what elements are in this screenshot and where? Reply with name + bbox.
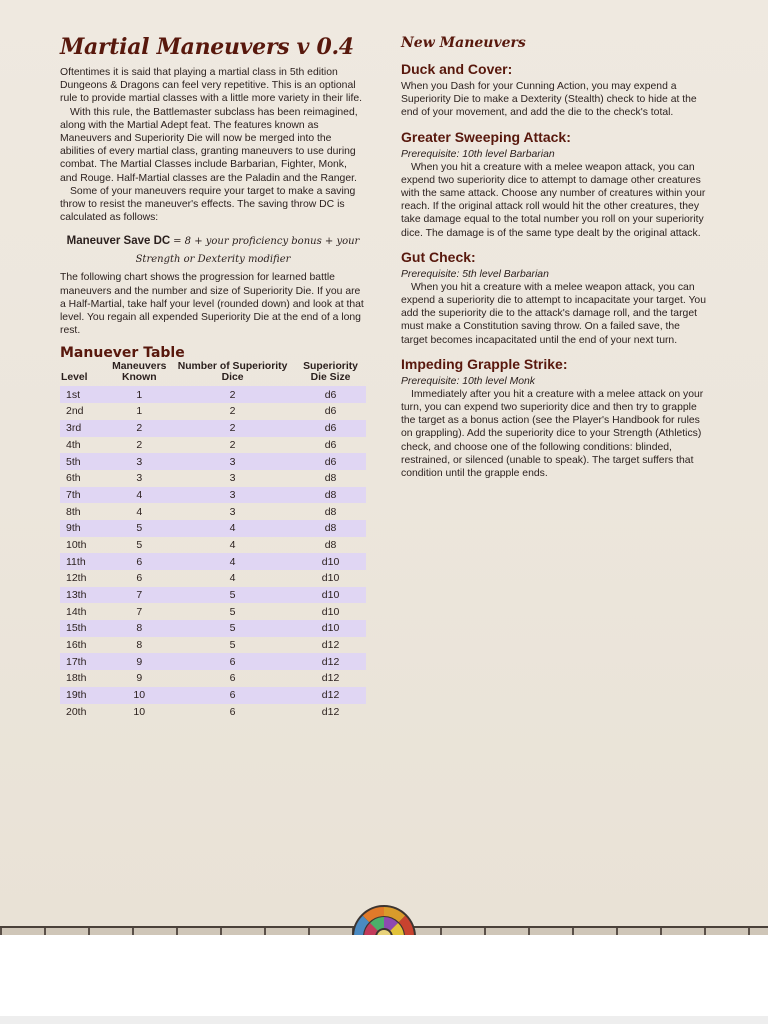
- table-row: [60, 603, 366, 620]
- cell-number-of-dice: 3: [229, 505, 236, 518]
- table-row: [60, 704, 366, 721]
- header-number-of-dice: Number of Superiority Dice: [177, 361, 288, 384]
- maneuver-name: Impeding Grapple Strike:: [401, 355, 568, 372]
- cell-maneuvers-known: 1: [136, 405, 143, 418]
- cell-maneuvers-known: 3: [109, 453, 170, 470]
- cell-maneuvers-known: 6: [109, 553, 170, 570]
- table-title: Manuever Table: [60, 345, 185, 362]
- maneuver-entry: [401, 61, 709, 120]
- table-row: [60, 570, 366, 587]
- cell-die-size: d6: [295, 386, 366, 403]
- cell-number-of-dice: 6: [229, 672, 236, 685]
- table-header-row: [60, 361, 366, 386]
- cell-level: 7th: [60, 487, 109, 504]
- document-title: Martial Maneuvers v 0.4: [60, 34, 354, 60]
- table-row: [60, 453, 366, 470]
- cell-maneuvers-known: 4: [136, 505, 143, 518]
- table-row: [60, 670, 366, 687]
- cell-number-of-dice: 5: [170, 587, 295, 604]
- maneuver-name: Gut Check:: [401, 248, 476, 265]
- maneuver-list: [401, 61, 709, 480]
- cell-level: 8th: [66, 505, 81, 518]
- table-row: [60, 587, 366, 604]
- save-dc-formula-text: = 8 + your proficiency bonus + your Strength or Dexterity modifier: [135, 236, 360, 266]
- maneuver-description: Immediately after you hit a creature with a melee attack on your turn, you can expend two superiority dice and then try to grapple the target as a bonus action (see the Player's Handbook for rules on grappling). Add the superiority dice to your Strength (Athletics) check, and choose one of the following conditions: blinded, restrained, or silenced (unable to speak). The target suffers that condition until the grapple ends.: [401, 388, 704, 480]
- cell-die-size: d10: [321, 572, 340, 585]
- cell-die-size: d8: [295, 520, 366, 537]
- cell-number-of-dice: 3: [170, 453, 295, 470]
- maneuver-table: [60, 361, 366, 720]
- table-row: [60, 687, 366, 704]
- maneuver-entry: [401, 129, 709, 240]
- cell-die-size: d12: [321, 639, 340, 652]
- cell-number-of-dice: 2: [229, 405, 236, 418]
- new-maneuvers-heading: New Maneuvers: [401, 35, 526, 51]
- cell-level: 19th: [60, 687, 109, 704]
- table-row: [60, 637, 366, 654]
- cell-die-size: d10: [295, 620, 366, 637]
- cell-number-of-dice: 2: [170, 420, 295, 437]
- cell-level: 16th: [66, 639, 87, 652]
- cell-level: 1st: [60, 386, 109, 403]
- cell-number-of-dice: 3: [229, 472, 236, 485]
- maneuver-name: Greater Sweeping Attack:: [401, 128, 571, 145]
- cell-die-size: d6: [324, 405, 337, 418]
- cell-level: 4th: [66, 438, 81, 451]
- cell-number-of-dice: 6: [229, 705, 236, 718]
- cell-level: 18th: [66, 672, 87, 685]
- right-column: [401, 34, 709, 489]
- table-row: [60, 520, 366, 537]
- cell-maneuvers-known: 10: [133, 705, 146, 718]
- table-row: [60, 420, 366, 437]
- header-level: Level: [61, 372, 88, 384]
- cell-maneuvers-known: 5: [136, 538, 143, 551]
- table-row: [60, 487, 366, 504]
- cell-number-of-dice: 6: [170, 687, 295, 704]
- cell-number-of-dice: 5: [170, 620, 295, 637]
- cell-die-size: d6: [324, 438, 337, 451]
- cell-level: 11th: [60, 553, 109, 570]
- maneuver-prerequisite: Prerequisite: 10th level Barbarian: [401, 148, 555, 160]
- cell-number-of-dice: 5: [229, 639, 236, 652]
- left-column: [60, 34, 366, 720]
- cell-number-of-dice: 4: [229, 538, 236, 551]
- bottom-strip: [0, 1016, 768, 1024]
- cell-die-size: d8: [295, 487, 366, 504]
- cell-maneuvers-known: 9: [109, 653, 170, 670]
- cell-maneuvers-known: 4: [109, 487, 170, 504]
- cell-number-of-dice: 5: [229, 605, 236, 618]
- cell-maneuvers-known: 7: [136, 605, 143, 618]
- maneuver-description: When you hit a creature with a melee weapon attack, you can expend a superiority die to attempt to incapacitate your target. You add the superiority die to the attack's damage roll, and the target must make a Constitution saving throw. On a failed save, the target becomes incapacitated until the end of your next turn.: [401, 281, 706, 346]
- cell-level: 9th: [60, 520, 109, 537]
- cell-maneuvers-known: 2: [136, 438, 143, 451]
- cell-maneuvers-known: 9: [136, 672, 143, 685]
- cell-maneuvers-known: 2: [109, 420, 170, 437]
- cell-die-size: d12: [321, 705, 340, 718]
- cell-number-of-dice: 6: [170, 653, 295, 670]
- cell-level: 5th: [60, 453, 109, 470]
- rose-window-icon: [351, 904, 417, 935]
- cell-level: 6th: [66, 472, 81, 485]
- cell-maneuvers-known: 6: [136, 572, 143, 585]
- maneuver-name: Duck and Cover:: [401, 61, 513, 77]
- intro-paragraph-3: Some of your maneuvers require your target to make a saving throw to resist the maneuver's effects. The saving throw DC is calculated as follows:: [60, 185, 356, 224]
- table-row: [60, 503, 366, 520]
- cell-level: 13th: [60, 587, 109, 604]
- cell-die-size: d10: [321, 605, 340, 618]
- cell-level: 17th: [60, 653, 109, 670]
- cell-maneuvers-known: 7: [109, 587, 170, 604]
- cell-die-size: d6: [295, 453, 366, 470]
- cell-number-of-dice: 2: [170, 386, 295, 403]
- cell-die-size: d10: [295, 587, 366, 604]
- cell-maneuvers-known: 1: [109, 386, 170, 403]
- cell-level: 14th: [66, 605, 87, 618]
- table-row: [60, 403, 366, 420]
- maneuver-description: When you hit a creature with a melee weapon attack, you can expend two superiority dice to attempt to damage other creatures with the same attack. Choose any number of creatures within your reach. If the original attack roll would hit the other creatures, they take damage equal to the total number you roll on your superiority dice. The damage is of the same type dealt by the original attack.: [401, 161, 706, 239]
- cell-die-size: d12: [295, 687, 366, 704]
- save-dc-formula: [60, 232, 366, 269]
- cell-maneuvers-known: 8: [136, 639, 143, 652]
- cell-maneuvers-known: 8: [109, 620, 170, 637]
- intro-paragraph-1: Oftentimes it is said that playing a martial class in 5th edition Dungeons & Dragons can feel very repetitive. This is an optional rule to provide martial classes with a little more variety in their life.: [60, 67, 363, 105]
- intro-paragraph-2: With this rule, the Battlemaster subclass has been reimagined, along with the Martial Adept feat. The features known as Maneuvers and Superiority Die will now be merged into the abilities of every martial class, granting maneuvers to use during combat. The Martial Classes include Barbarian, Fighter, Monk, and Rouge. Half-Martial classes are the Paladin and the Ranger.: [60, 106, 358, 184]
- cell-level: 12th: [66, 572, 87, 585]
- table-row: [60, 386, 366, 403]
- progression-paragraph: The following chart shows the progression for learned battle maneuvers and the number and size of Superiority Die. If you are a Half-Martial, take half your level (rounded down) and look at that level. You regain all expended Superiority Die at the end of a long rest.: [60, 272, 364, 337]
- maneuver-entry: [401, 249, 709, 347]
- maneuver-description: When you Dash for your Cunning Action, you may expend a Superiority Die to make a Dexterity (Stealth) check to hide at the end of your movement, and add the die to the check's total.: [401, 81, 697, 119]
- cell-level: 15th: [60, 620, 109, 637]
- table-row: [60, 553, 366, 570]
- cell-number-of-dice: 3: [170, 487, 295, 504]
- cell-die-size: d12: [321, 672, 340, 685]
- cell-die-size: d6: [295, 420, 366, 437]
- cell-level: 10th: [66, 538, 87, 551]
- maneuver-prerequisite: Prerequisite: 5th level Barbarian: [401, 268, 549, 280]
- table-row: [60, 620, 366, 637]
- maneuver-prerequisite: Prerequisite: 10th level Monk: [401, 375, 535, 387]
- cell-number-of-dice: 4: [170, 553, 295, 570]
- maneuver-entry: [401, 356, 709, 480]
- header-maneuvers-known: Maneuvers Known: [112, 361, 167, 384]
- cell-number-of-dice: 4: [229, 572, 236, 585]
- header-die-size: Superiority Die Size: [303, 361, 358, 384]
- cell-level: 2nd: [66, 405, 84, 418]
- cell-maneuvers-known: 10: [109, 687, 170, 704]
- table-row: [60, 470, 366, 487]
- table-row: [60, 437, 366, 454]
- table-row: [60, 537, 366, 554]
- cell-level: 3rd: [60, 420, 109, 437]
- cell-maneuvers-known: 3: [136, 472, 143, 485]
- cell-die-size: d10: [295, 553, 366, 570]
- table-body: [60, 386, 366, 720]
- cell-level: 20th: [66, 705, 87, 718]
- cell-number-of-dice: 4: [170, 520, 295, 537]
- cell-maneuvers-known: 5: [109, 520, 170, 537]
- cell-die-size: d8: [324, 505, 337, 518]
- cell-die-size: d8: [324, 538, 337, 551]
- cell-die-size: d8: [324, 472, 337, 485]
- cell-number-of-dice: 2: [229, 438, 236, 451]
- save-dc-label: Maneuver Save DC: [66, 235, 171, 248]
- table-row: [60, 653, 366, 670]
- cell-die-size: d12: [295, 653, 366, 670]
